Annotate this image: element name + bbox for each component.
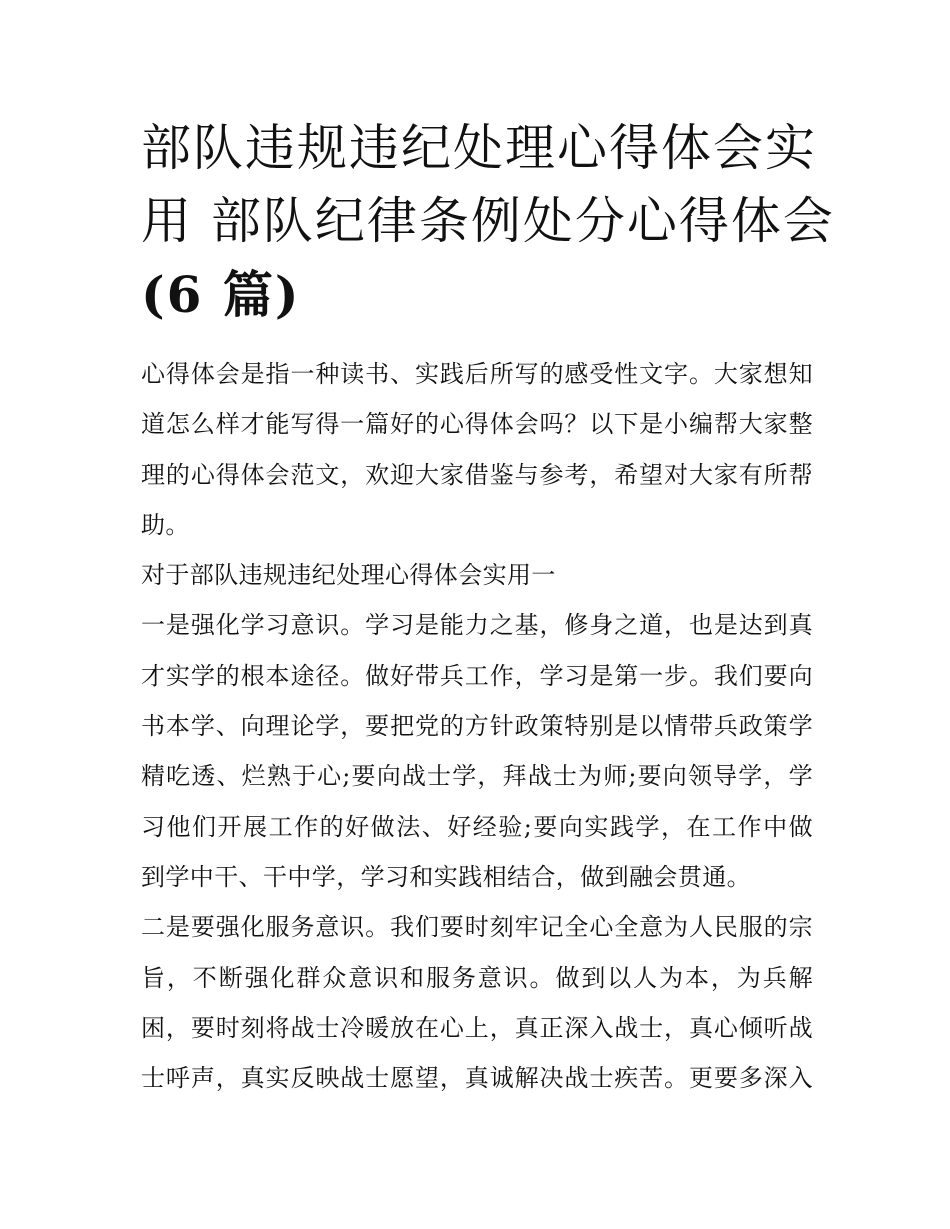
section-heading bbox=[141, 550, 813, 600]
section-heading-text: 对于部队违规违纪处理心得体会实用一 bbox=[141, 561, 556, 590]
title-line-3: (6 篇) bbox=[141, 265, 301, 324]
paragraph-line: 才实学的根本途径。做好带兵工作，学习是第一步。我们要向 bbox=[141, 661, 813, 690]
body-paragraph-service bbox=[141, 902, 813, 1103]
title-line-1: 部队违规违纪处理心得体会实 bbox=[141, 119, 817, 177]
document-title bbox=[141, 112, 835, 331]
intro-paragraph bbox=[141, 349, 813, 550]
paragraph-line: 心得体会是指一种读书、实践后所写的感受性文字。大家想知 bbox=[141, 360, 813, 388]
paragraph-line: 困，要时刻将战士冷暖放在心上，真正深入战士，真心倾听战 bbox=[141, 1013, 813, 1042]
title-line-2: 用 部队纪律条例处分心得体会 bbox=[141, 192, 835, 250]
paragraph-line: 旨，不断强化群众意识和服务意识。做到以人为本，为兵解 bbox=[141, 963, 813, 992]
document-content bbox=[141, 112, 835, 1103]
paragraph-line: 二是要强化服务意识。我们要时刻牢记全心全意为人民服的宗 bbox=[141, 913, 813, 942]
paragraph-line: 道怎么样才能写得一篇好的心得体会吗？以下是小编帮大家整 bbox=[141, 410, 813, 439]
paragraph-line: 士呼声，真实反映战士愿望，真诚解决战士疾苦。更要多深入 bbox=[141, 1064, 813, 1093]
body-paragraph-learning bbox=[141, 600, 813, 902]
paragraph-line: 理的心得体会范文，欢迎大家借鉴与参考，希望对大家有所帮 bbox=[141, 460, 813, 489]
paragraph-line: 助。 bbox=[141, 510, 190, 539]
paragraph-line: 书本学、向理论学，要把党的方针政策特别是以情带兵政策学 bbox=[141, 712, 813, 741]
paragraph-line: 到学中干、干中学，学习和实践相结合，做到融会贯通。 bbox=[141, 862, 751, 891]
paragraph-line: 一是强化学习意识。学习是能力之基，修身之道，也是达到真 bbox=[141, 611, 813, 640]
paragraph-line: 精吃透、烂熟于心;要向战士学，拜战士为师;要向领导学，学 bbox=[141, 762, 813, 791]
paragraph-line: 习他们开展工作的好做法、好经验;要向实践学，在工作中做 bbox=[141, 812, 813, 841]
